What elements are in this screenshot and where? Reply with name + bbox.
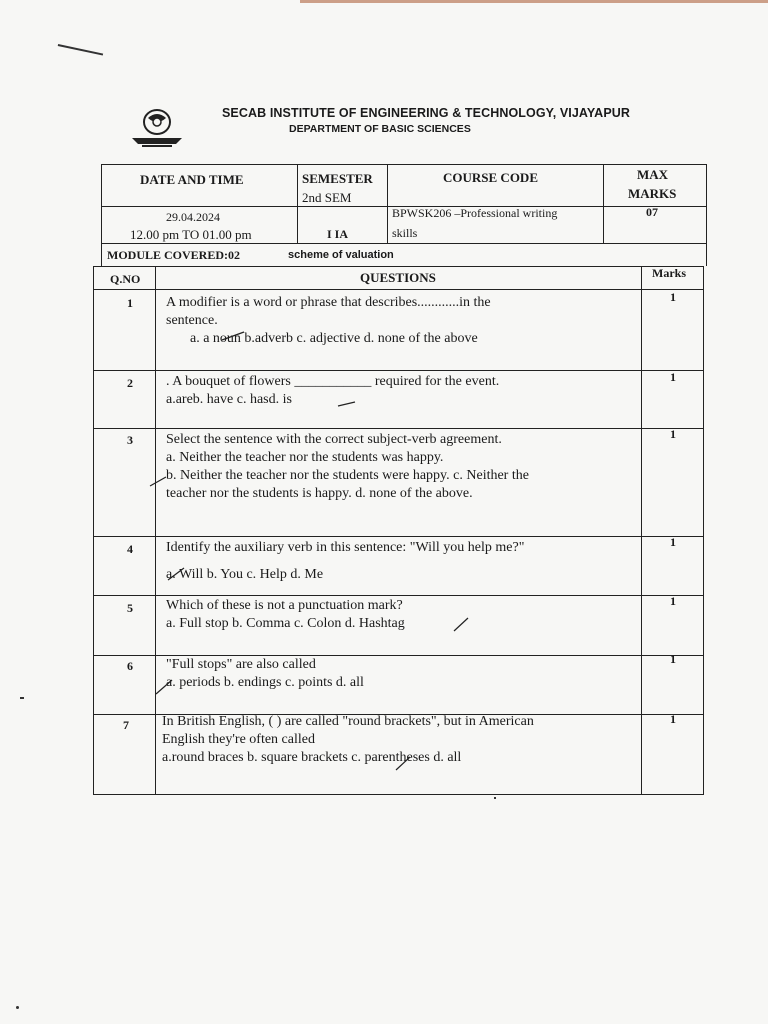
module-covered: MODULE COVERED:02 — [107, 248, 241, 262]
question-number: 4 — [127, 542, 133, 556]
question-text: English they're often called — [162, 732, 315, 747]
question-number: 2 — [127, 376, 133, 390]
question-7 — [162, 713, 637, 767]
question-4 — [166, 539, 636, 584]
date-time-label: DATE AND TIME — [140, 172, 244, 187]
question-number: 7 — [123, 718, 129, 732]
scheme-of-valuation: scheme of valuation — [288, 249, 394, 261]
semester-label: SEMESTER — [302, 171, 373, 186]
question-marks: 1 — [670, 594, 676, 608]
question-options: a. Will b. You c. Help d. Me — [166, 567, 324, 582]
max-label: MAX — [637, 167, 669, 182]
marks-header: Marks — [652, 266, 686, 280]
qno-header: Q.NO — [110, 272, 141, 286]
pen-mark — [58, 44, 103, 55]
question-text: In British English, ( ) are called "round brackets", but in American — [162, 714, 534, 729]
speck — [494, 797, 496, 799]
institute-logo — [128, 104, 186, 148]
question-options: teacher nor the students is happy. d. none of the above. — [166, 486, 473, 501]
question-text: "Full stops" are also called — [166, 657, 316, 672]
exam-date: 29.04.2024 — [166, 210, 220, 224]
exam-time: 12.00 pm TO 01.00 pm — [130, 227, 252, 242]
department-name: DEPARTMENT OF BASIC SCIENCES — [289, 123, 471, 135]
question-5 — [166, 597, 636, 633]
question-text: Identify the auxiliary verb in this sentence: "Will you help me?" — [166, 540, 525, 555]
marks-label: MARKS — [628, 186, 677, 201]
question-marks: 1 — [670, 427, 676, 441]
question-text: sentence. — [166, 313, 218, 328]
question-marks: 1 — [670, 712, 676, 726]
question-options: a.areb. have c. hasd. is — [166, 392, 292, 407]
question-marks: 1 — [670, 652, 676, 666]
paper-edge — [300, 0, 768, 3]
question-number: 3 — [127, 433, 133, 447]
max-marks-value: 07 — [646, 205, 658, 219]
semester-value: 2nd SEM — [302, 190, 352, 205]
question-1 — [166, 294, 636, 348]
question-marks: 1 — [670, 290, 676, 304]
course-code-label: COURSE CODE — [443, 170, 538, 185]
question-marks: 1 — [670, 535, 676, 549]
question-number: 5 — [127, 601, 133, 615]
speck — [20, 697, 24, 699]
speck — [16, 1006, 19, 1009]
question-text: Which of these is not a punctuation mark? — [166, 598, 403, 613]
question-options: a. Full stop b. Comma c. Colon d. Hashtag — [166, 616, 405, 631]
question-number: 6 — [127, 659, 133, 673]
institute-name: SECAB INSTITUTE OF ENGINEERING & TECHNOLOGY, VIJAYAPUR — [222, 106, 631, 120]
course-code-line-1: BPWSK206 –Professional writing — [392, 206, 558, 220]
question-2 — [166, 373, 636, 409]
questions-header: QUESTIONS — [360, 270, 436, 285]
question-number: 1 — [127, 296, 133, 310]
question-options: a. Neither the teacher nor the students was happy. — [166, 450, 444, 465]
question-text: . A bouquet of flowers ___________ required for the event. — [166, 374, 500, 389]
question-3 — [166, 431, 636, 503]
question-marks: 1 — [670, 370, 676, 384]
question-options: a. a noun b.adverb c. adjective d. none of the above — [190, 331, 478, 346]
question-text: Select the sentence with the correct subject-verb agreement. — [166, 432, 502, 447]
question-options: b. Neither the teacher nor the students were happy. c. Neither the — [166, 468, 529, 483]
test-name: I IA — [327, 227, 349, 241]
question-6 — [166, 656, 636, 692]
question-options: a.round braces b. square brackets c. parentheses d. all — [162, 750, 462, 765]
question-text: A modifier is a word or phrase that describes............in the — [166, 295, 491, 310]
question-options: a. periods b. endings c. points d. all — [166, 675, 364, 690]
course-code-line-2: skills — [392, 226, 418, 240]
